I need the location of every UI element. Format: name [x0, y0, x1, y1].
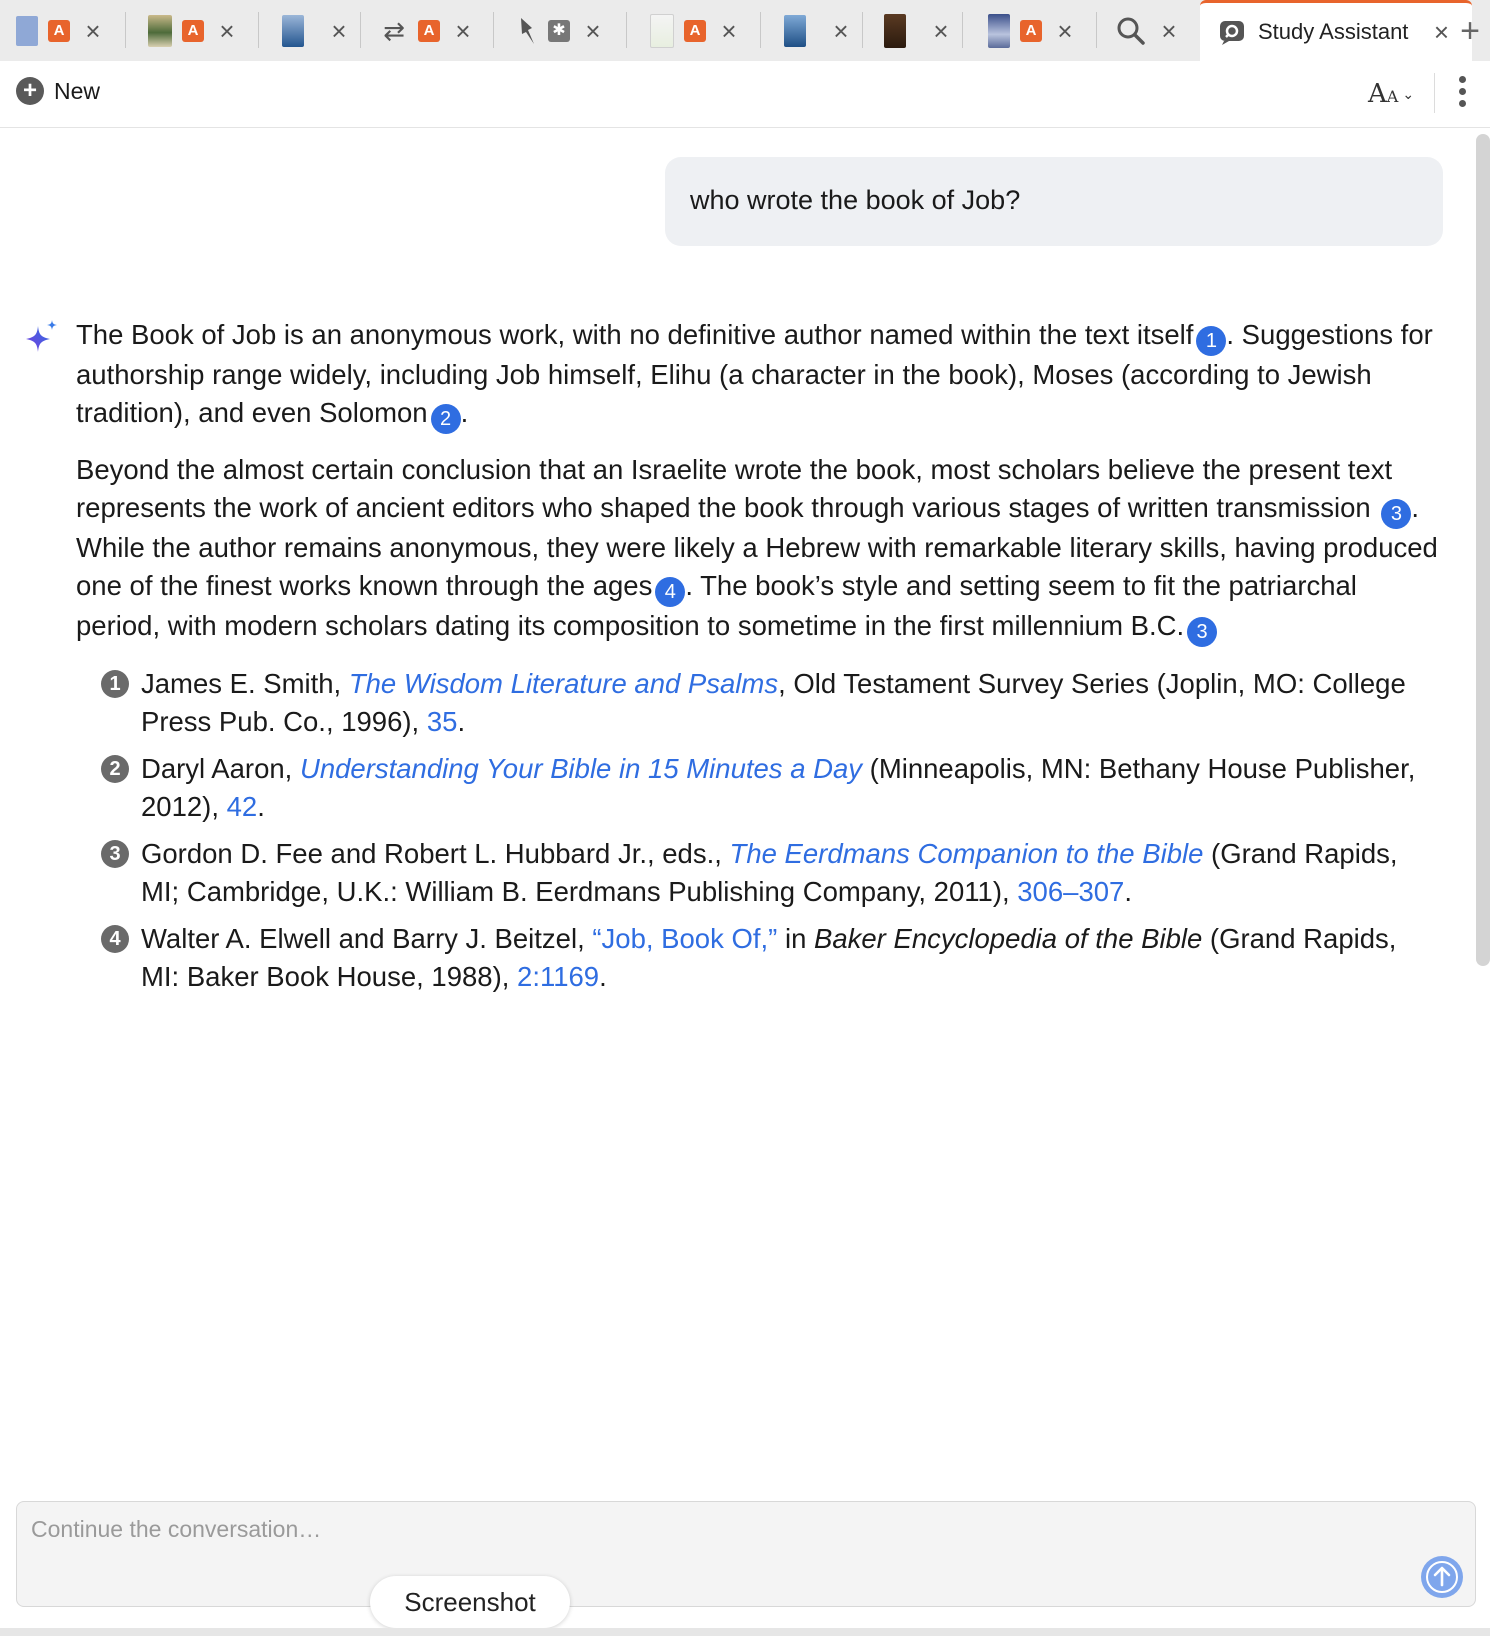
tab-separator [760, 12, 761, 48]
close-icon[interactable]: × [1161, 15, 1177, 46]
tab-title: Study Assistant [1258, 19, 1409, 44]
answer-text: . Suggestions for authorship range widely, including Job himself, Elihu (a character in the book), Moses (according to Jewish tradition), and even Solomon [76, 319, 1433, 428]
tab-search[interactable] [1116, 0, 1180, 61]
tab-separator [1096, 12, 1097, 48]
scrollbar-thumb[interactable] [1476, 134, 1490, 966]
niv-bible-thumb-icon [16, 16, 38, 46]
reader-badge-icon: A [1020, 20, 1042, 42]
reference-list [100, 665, 1430, 1005]
reader-badge-icon: A [418, 20, 440, 42]
tab-book-white[interactable] [650, 0, 740, 61]
citation-marker[interactable]: 4 [655, 577, 685, 607]
reference-details: , Old Testament Survey Series (Joplin, MO: College Press Pub. Co., 1996), [141, 668, 1406, 737]
answer-text: . The book’s style and setting seem to fit the patriarchal period, with modern scholars dating its composition to sometime in the first millennium B.C. [76, 570, 1357, 641]
close-icon[interactable]: × [721, 15, 737, 46]
tab-separator [258, 12, 259, 48]
more-options-icon[interactable] [1456, 76, 1468, 112]
answer-text: Beyond the almost certain conclusion that an Israelite wrote the book, most scholars believe the present text represents the work of ancient editors who shaped the book through various stages of written transmission [76, 454, 1393, 523]
reader-badge-icon: A [48, 20, 70, 42]
tab-separator [125, 12, 126, 48]
reference-end: . [257, 791, 265, 822]
reference-number: 2 [101, 755, 129, 783]
user-question-text: who wrote the book of Job? [690, 185, 1021, 215]
reference-page-link[interactable]: 306–307 [1017, 876, 1125, 907]
tab-separator [962, 12, 963, 48]
font-size-icon-small: A [1386, 87, 1399, 106]
book-thumb-icon [650, 14, 674, 48]
book-thumb-icon [282, 15, 304, 47]
highlighter-icon [518, 16, 538, 46]
close-icon[interactable]: × [219, 15, 235, 46]
tab-book-sky[interactable] [988, 0, 1076, 61]
citation-marker[interactable]: 3 [1187, 617, 1217, 647]
tab-book-brown[interactable] [884, 0, 952, 61]
reference-number: 4 [101, 925, 129, 953]
parallel-resources-icon: ⇄ [383, 15, 405, 46]
snowflake-badge-icon: ✱ [548, 20, 570, 42]
close-icon[interactable]: × [1057, 15, 1073, 46]
toolbar [0, 61, 1490, 128]
reference-item [100, 665, 1430, 741]
tab-separator [626, 12, 627, 48]
reference-number: 1 [101, 670, 129, 698]
citation-marker[interactable]: 1 [1196, 326, 1226, 356]
citation-marker[interactable]: 3 [1381, 499, 1411, 529]
study-assistant-icon [1218, 18, 1246, 46]
tab-separator [360, 12, 361, 48]
tab-book-2[interactable] [148, 0, 238, 61]
user-question-bubble [665, 157, 1443, 246]
reference-details: (Grand Rapids, MI; Cambridge, U.K.: William B. Eerdmans Publishing Company, 2011), [141, 838, 1398, 907]
send-button[interactable] [1421, 1556, 1463, 1598]
new-conversation-button[interactable] [16, 77, 100, 105]
answer-text: . While the author remains anonymous, they were likely a Hebrew with remarkable literary skills, having produced one of the finest works known through the ages [76, 492, 1438, 601]
close-icon[interactable]: × [933, 15, 949, 46]
answer-text: The Book of Job is an anonymous work, with no definitive author named within the text itself [76, 319, 1194, 350]
reference-page-link[interactable]: 2:1169 [517, 961, 600, 992]
tab-book-blue[interactable] [282, 0, 350, 61]
close-icon[interactable]: × [585, 15, 601, 46]
reference-author: Gordon D. Fee and Robert L. Hubbard Jr., eds., [141, 838, 730, 869]
reference-item [100, 835, 1430, 911]
bottom-strip [0, 1628, 1490, 1636]
search-icon [1116, 16, 1146, 46]
composer [16, 1501, 1476, 1607]
reader-badge-icon: A [684, 20, 706, 42]
reference-title-link[interactable]: “Job, Book Of,” [592, 923, 778, 954]
reference-details: (Minneapolis, MN: Bethany House Publisher, 2012), [141, 753, 1416, 822]
tab-study-assistant[interactable] [1200, 0, 1472, 61]
book-thumb-icon [784, 15, 806, 47]
reference-item [100, 920, 1430, 996]
reference-end: . [599, 961, 607, 992]
book-thumb-icon [148, 15, 172, 47]
tab-parallel[interactable] [380, 0, 474, 61]
reference-book-title: Baker Encyclopedia of the Bible [814, 923, 1203, 954]
reader-badge-icon: A [182, 20, 204, 42]
close-icon[interactable]: × [455, 15, 471, 46]
tab-separator [493, 12, 494, 48]
ai-sparkle-icon [22, 318, 60, 356]
close-icon[interactable]: × [85, 15, 101, 46]
tab-highlighter[interactable] [518, 0, 604, 61]
close-icon[interactable]: × [833, 15, 849, 46]
reference-page-link[interactable]: 42 [226, 791, 258, 822]
screenshot-pill[interactable] [370, 1576, 570, 1628]
reference-title-link[interactable]: The Eerdmans Companion to the Bible [729, 838, 1204, 869]
chevron-down-icon: ⌄ [1402, 87, 1415, 103]
plus-circle-icon: + [16, 77, 44, 105]
tab-separator [862, 12, 863, 48]
citation-marker[interactable]: 2 [431, 404, 461, 434]
conversation-input[interactable] [17, 1502, 1475, 1606]
reference-author: James E. Smith, [141, 668, 349, 699]
new-tab-plus-icon[interactable]: + [1460, 12, 1480, 50]
arrow-up-icon [1421, 1556, 1463, 1598]
tab-niv-bible[interactable] [16, 0, 104, 61]
reference-page-link[interactable]: 35 [426, 706, 458, 737]
new-button-label: New [54, 77, 101, 104]
screenshot-label: Screenshot [404, 1587, 536, 1617]
reference-title-link[interactable]: The Wisdom Literature and Psalms [348, 668, 779, 699]
assistant-answer [76, 316, 1444, 664]
close-icon[interactable]: × [331, 15, 347, 46]
answer-text: . [460, 397, 469, 428]
book-thumb-icon [988, 14, 1010, 48]
book-thumb-icon [884, 14, 906, 48]
font-size-icon-large: A [1368, 79, 1387, 109]
toolbar-divider [1434, 73, 1435, 113]
close-icon[interactable]: × [1433, 17, 1450, 47]
tab-bar [0, 0, 1490, 61]
answer-paragraph [76, 451, 1444, 647]
reference-connector: in [777, 923, 814, 954]
reference-author: Daryl Aaron, [141, 753, 300, 784]
reference-author: Walter A. Elwell and Barry J. Beitzel, [141, 923, 593, 954]
reference-title-link[interactable]: Understanding Your Bible in 15 Minutes a Day [299, 753, 863, 784]
tab-book-blue-2[interactable] [784, 0, 852, 61]
reference-item [100, 750, 1430, 826]
reference-details: (Grand Rapids, MI: Baker Book House, 1988), [141, 923, 1397, 992]
font-size-button[interactable] [1368, 79, 1414, 109]
reference-end: . [457, 706, 466, 737]
reference-end: . [1124, 876, 1132, 907]
reference-number: 3 [101, 840, 129, 868]
answer-paragraph [76, 316, 1444, 434]
